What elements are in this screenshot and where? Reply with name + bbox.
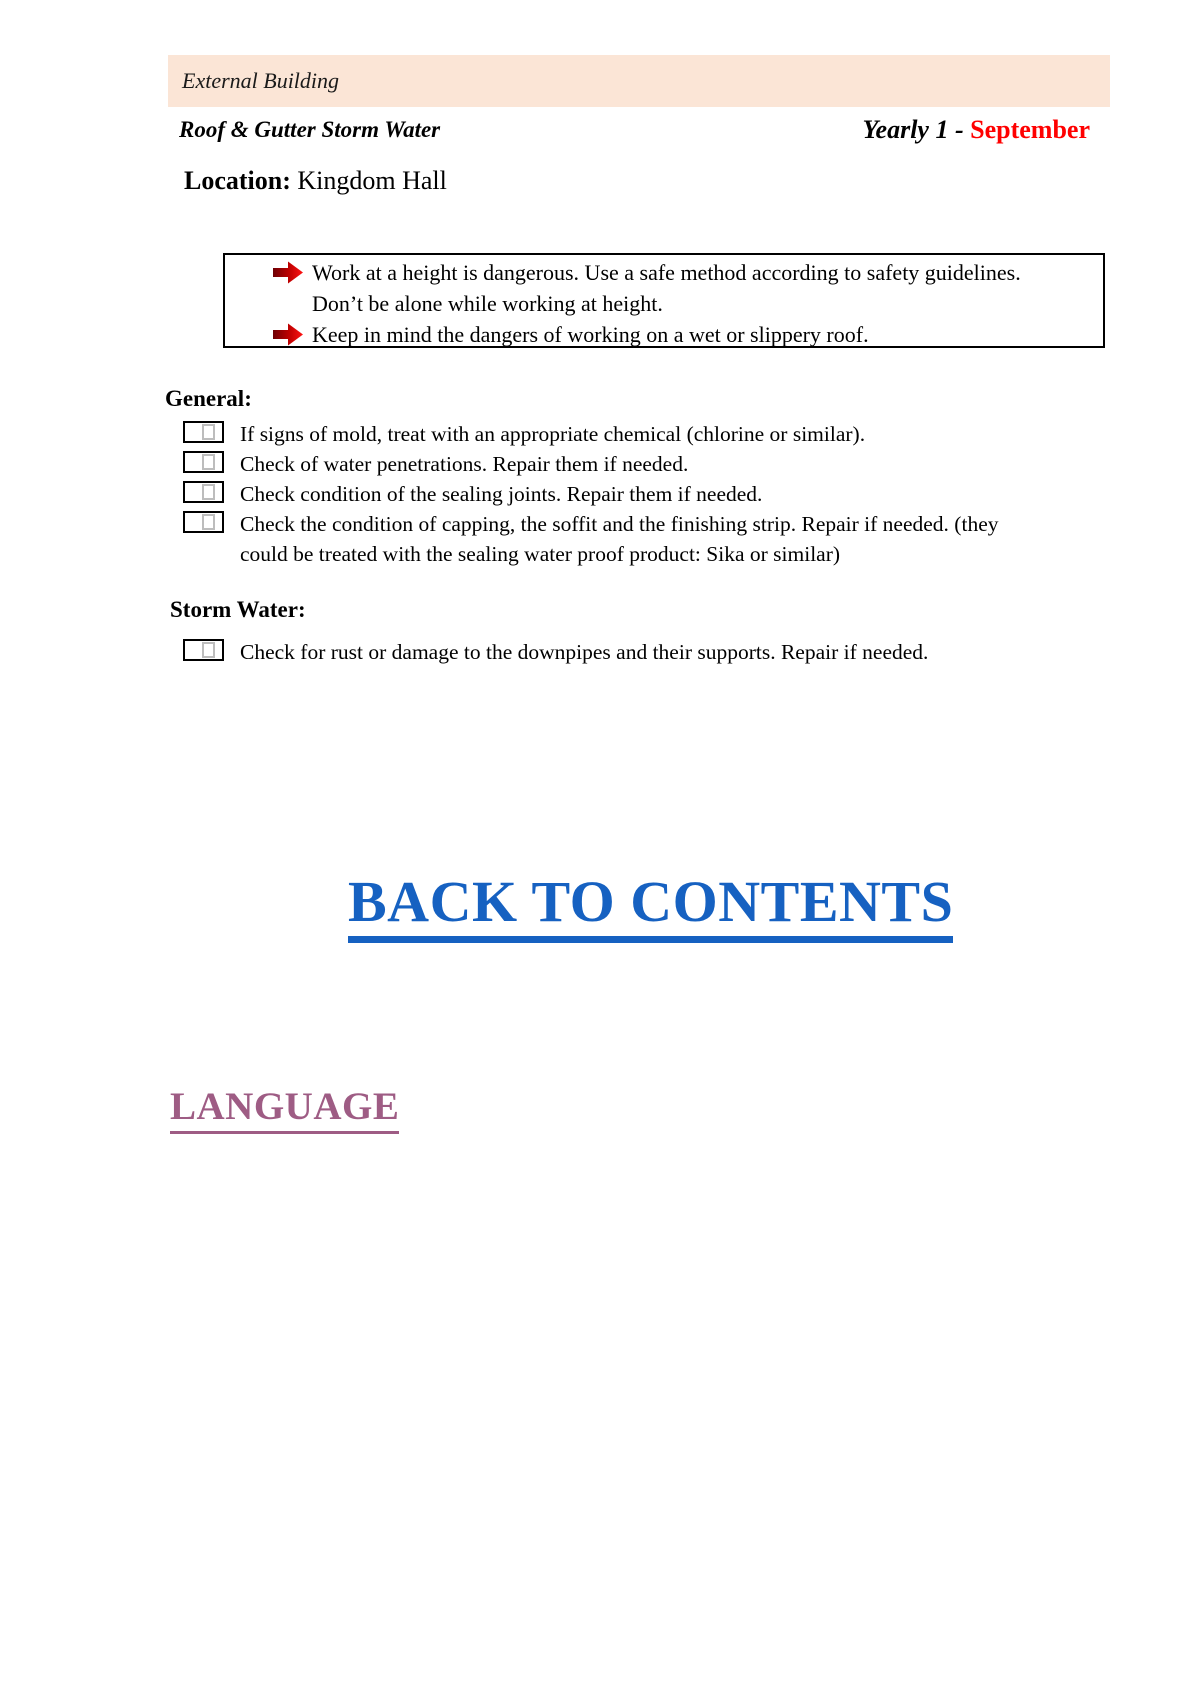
section-heading-storm-water: Storm Water: — [170, 597, 306, 622]
checklist-item-text: could be treated with the sealing water proof product: Sika or similar) — [240, 542, 841, 566]
category-banner — [168, 55, 1110, 107]
checklist-item-text: Check condition of the sealing joints. Repair them if needed. — [240, 482, 763, 506]
checkbox[interactable] — [183, 511, 224, 533]
page-title: Roof & Gutter Storm Water — [179, 117, 441, 142]
warning-item-1-line-1: Work at a height is dangerous. Use a safe method according to safety guidelines. — [312, 260, 1021, 285]
checkbox[interactable] — [183, 451, 224, 473]
checkbox[interactable] — [183, 639, 224, 661]
checkbox[interactable] — [183, 481, 224, 503]
schedule-prefix: Yearly 1 - — [862, 115, 971, 144]
warning-item-1-line-2: Don’t be alone while working at height. — [312, 291, 663, 316]
checkbox-glyph — [202, 454, 215, 470]
warning-item-1 — [312, 257, 1021, 319]
warning-item-2 — [312, 319, 869, 350]
checklist-item-text: If signs of mold, treat with an appropriate chemical (chlorine or similar). — [240, 422, 866, 446]
schedule-label — [863, 115, 1090, 145]
red-arrow-icon — [273, 261, 303, 284]
checklist-item-text: Check of water penetrations. Repair them if needed. — [240, 452, 689, 476]
checklist-item — [240, 419, 865, 449]
checkbox-glyph — [202, 642, 215, 658]
location-value: Kingdom Hall — [297, 166, 447, 195]
checklist-item — [240, 637, 928, 667]
location-label: Location: — [184, 166, 291, 195]
checklist-item — [240, 479, 762, 509]
red-arrow-icon — [273, 323, 303, 346]
language-link[interactable]: LANGUAGE — [170, 1084, 399, 1134]
back-to-contents-link[interactable]: BACK TO CONTENTS — [348, 868, 953, 943]
checkbox-glyph — [202, 424, 215, 440]
warning-item-2-line-1: Keep in mind the dangers of working on a wet or slippery roof. — [312, 322, 869, 347]
checkbox-glyph — [202, 484, 215, 500]
checklist-item-text: Check for rust or damage to the downpipes and their supports. Repair if needed. — [240, 640, 929, 664]
schedule-month: September — [970, 115, 1090, 144]
checklist-item-text: Check the condition of capping, the soffit and the finishing strip. Repair if needed. (they — [240, 512, 999, 536]
checklist-item — [240, 509, 998, 569]
safety-warning-box — [223, 253, 1105, 348]
category-banner-label: External Building — [182, 68, 340, 93]
section-heading-general: General: — [165, 386, 252, 411]
checklist-item — [240, 449, 688, 479]
checkbox-glyph — [202, 514, 215, 530]
checkbox[interactable] — [183, 421, 224, 443]
location-line — [184, 166, 447, 196]
